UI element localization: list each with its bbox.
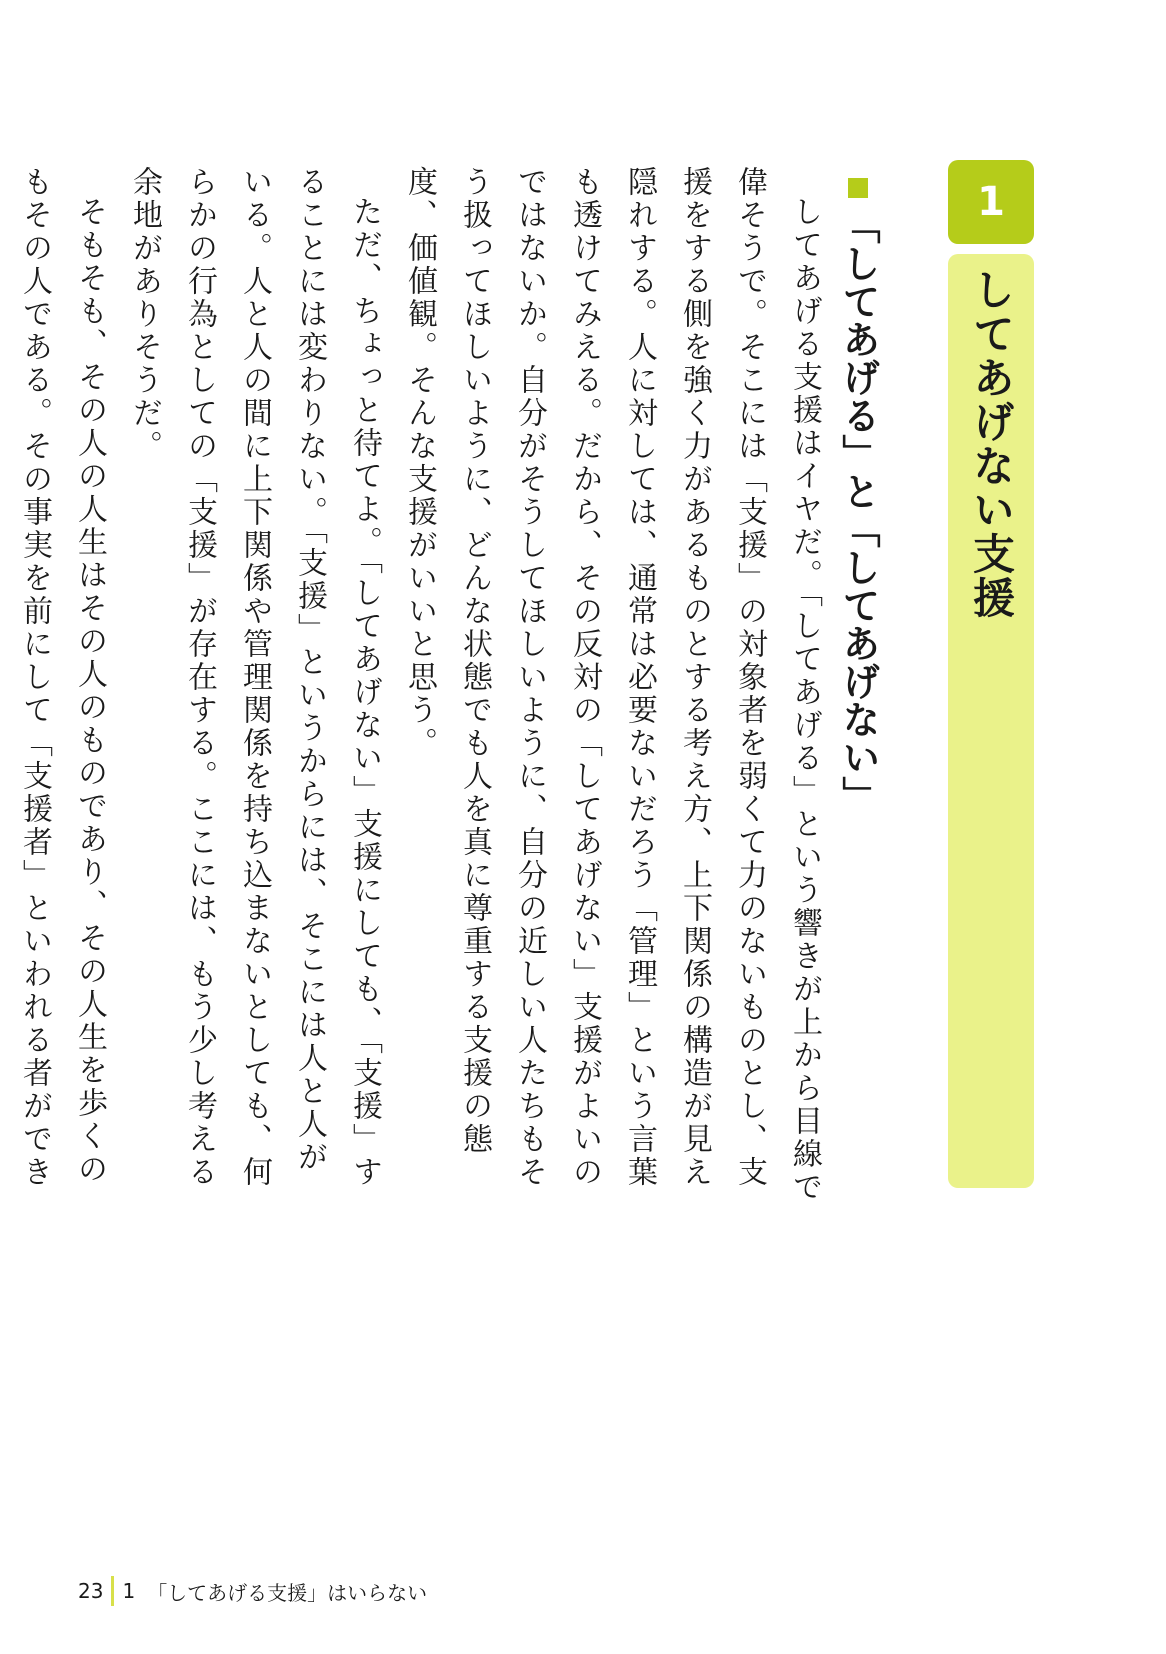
chapter-title: してあげない支援 [967, 268, 1016, 620]
page-footer [78, 1576, 427, 1606]
body-text [0, 166, 832, 1206]
footer-divider [111, 1576, 114, 1606]
footer-chapter-title: 「してあげる支援」はいらない [147, 1580, 428, 1605]
chapter-number: 1 [977, 179, 1005, 225]
page-number: 23 [78, 1579, 104, 1603]
chapter-title-bar [948, 254, 1034, 1188]
section-marker-square [848, 178, 868, 198]
section-heading: 「してあげる」と「してあげない」 [836, 206, 880, 814]
chapter-number-badge [948, 160, 1034, 244]
paragraph: そもそも、その人の人生はその人のものであり、その人生を歩くのもその人である。その事実を前にして「支援者」といわれる者ができ [17, 166, 107, 1189]
paragraph: してあげる支援はイヤだ。「してあげる」という響きが上から目線で偉そうで。そこには「支援」の対象者を弱くて力のないものとし、支援をする側を強く力があるものとする考え方、上下関係の構造が見え隠れする。人に対しては、通常は必要ないだろう「管理」という言葉も透けてみえる。だから、その反対の「してあげない」支援がよいのではないか。自分がそうしてほしいように、自分の近しい人たちもそう扱ってほしいように、どんな状態でも人を真に尊重する支援の態度、価値観。そんな支援がいいと思う。 [402, 166, 822, 1204]
footer-chapter-number: 1 [122, 1579, 136, 1603]
paragraph: ただ、ちょっと待てよ。「してあげない」支援にしても、「支援」することには変わりない。「支援」というからには、そこには人と人がいる。人と人の間に上下関係や管理関係を持ち込まないとしても、何らかの行為としての「支援」が存在する。ここには、もう少し考える余地がありそうだ。 [127, 166, 382, 1189]
